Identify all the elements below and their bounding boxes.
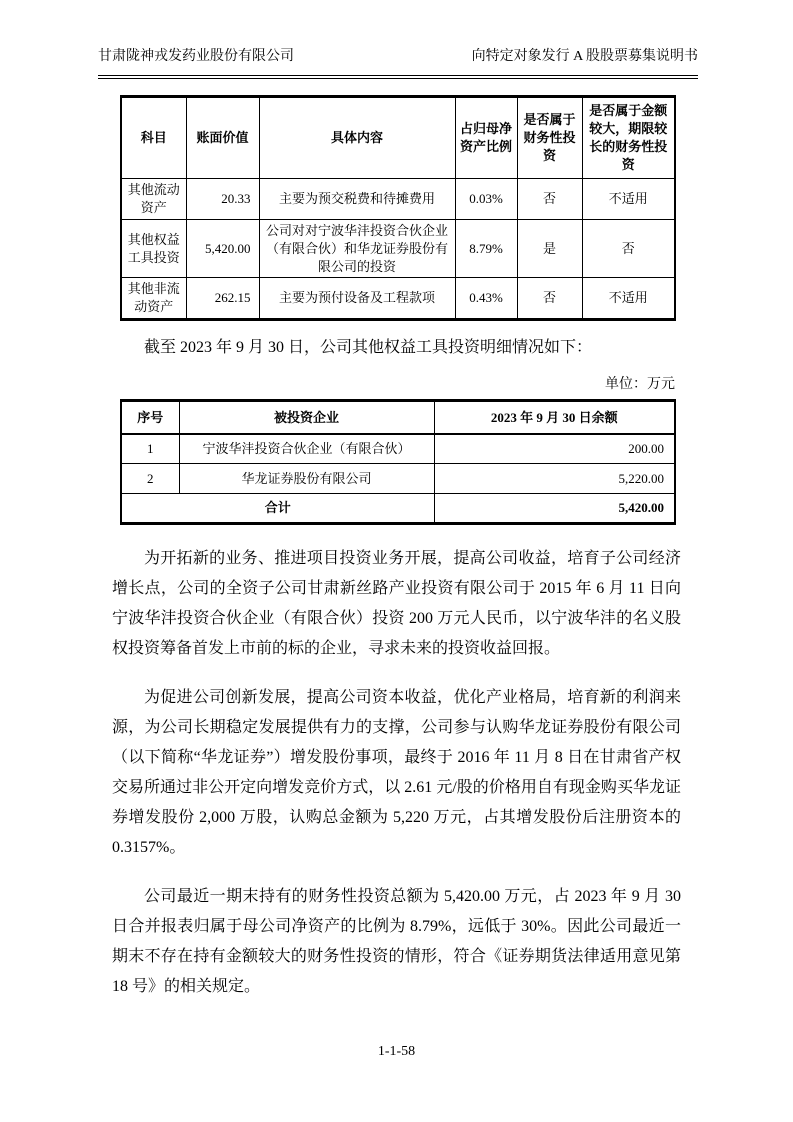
table-header-row <box>121 97 675 179</box>
th-index: 序号 <box>121 401 179 434</box>
cell-is-large-long-term: 否 <box>582 219 675 278</box>
th-balance: 2023 年 9 月 30 日余额 <box>434 401 675 434</box>
paragraph-ningbo-investment: 为开拓新的业务、推进项目投资业务开展，提高公司收益，培育子公司经济增长点，公司的全资子公司甘肃新丝路产业投资有限公司于 2015 年 6 月 11 日向宁波华沣投资合伙企业（有限合伙）投资 200 万元人民币，以宁波华沣的名义股权投资筹备首发上市前的标的企业，寻求未来的投资收益回报。 <box>112 550 681 658</box>
table-total-row <box>121 494 675 524</box>
th-investee: 被投资企业 <box>179 401 434 434</box>
page-number: 1-1-58 <box>377 1044 416 1059</box>
cell-is-large-long-term: 不适用 <box>582 278 675 320</box>
investee-detail-table <box>120 399 676 525</box>
paragraph-intro: 截至 2023 年 9 月 30 日，公司其他权益工具投资明细情况如下： <box>144 339 593 357</box>
cell-subject: 其他非流动资产 <box>121 278 186 320</box>
unit-label: 单位：万元 <box>605 377 675 393</box>
cell-ratio: 8.79% <box>455 219 517 278</box>
cell-content: 主要为预交税费和待摊费用 <box>259 178 455 219</box>
header-doc-title: 向特定对象发行 A 股股票募集说明书 <box>471 49 698 64</box>
cell-is-financial-investment: 否 <box>517 178 582 219</box>
cell-subject: 其他权益工具投资 <box>121 219 186 278</box>
table-row <box>121 278 675 320</box>
cell-book-value: 20.33 <box>186 178 259 219</box>
th-subject: 科目 <box>121 97 186 179</box>
cell-book-value: 5,420.00 <box>186 219 259 278</box>
cell-index: 1 <box>121 434 179 464</box>
financial-investment-table <box>120 95 676 321</box>
cell-is-large-long-term: 不适用 <box>582 178 675 219</box>
th-content: 具体内容 <box>259 97 455 179</box>
body-text-block <box>98 544 698 1002</box>
cell-balance: 200.00 <box>434 434 675 464</box>
cell-total-value: 5,420.00 <box>434 494 675 524</box>
table-header-row <box>121 401 675 434</box>
th-ratio: 占归母净资产比例 <box>455 97 517 179</box>
cell-subject: 其他流动资产 <box>121 178 186 219</box>
paragraph-conclusion: 公司最近一期末持有的财务性投资总额为 5,420.00 万元，占 2023 年 9 月 30 日合并报表归属于母公司净资产的比例为 8.79%，远低于 30%。因此公司最近一期末不存在持有金额较大的财务性投资的情形，符合《证券期货法律适用意见第 18 号》的相关规定。 <box>112 888 681 996</box>
cell-total-label: 合计 <box>121 494 434 524</box>
cell-balance: 5,220.00 <box>434 464 675 494</box>
cell-investee: 华龙证券股份有限公司 <box>179 464 434 494</box>
table-row <box>121 464 675 494</box>
cell-content: 主要为预付设备及工程款项 <box>259 278 455 320</box>
th-is-financial-investment: 是否属于财务性投资 <box>517 97 582 179</box>
page-header <box>98 48 698 79</box>
paragraph-hualong-investment: 为促进公司创新发展，提高公司资本收益，优化产业格局，培育新的利润来源，为公司长期稳定发展提供有力的支撑，公司参与认购华龙证券股份有限公司（以下简称“华龙证券”）增发股份事项，最终于 2016 年 11 月 8 日在甘肃省产权交易所通过非公开定向增发竞价方式，以 2.61 元/股的价格用自有现金购买华龙证券增发股份 2,000 万股，认购总金额为 5,220 万元，占其增发股份后注册资本的 0.3157%。 <box>112 689 681 857</box>
header-company-name: 甘肃陇神戎发药业股份有限公司 <box>98 49 294 64</box>
th-book-value: 账面价值 <box>186 97 259 179</box>
cell-content: 公司对对宁波华沣投资合伙企业（有限合伙）和华龙证券股份有限公司的投资 <box>259 219 455 278</box>
th-is-large-long-term: 是否属于金额较大，期限较长的财务性投资 <box>582 97 675 179</box>
table-row <box>121 219 675 278</box>
cell-ratio: 0.43% <box>455 278 517 320</box>
cell-ratio: 0.03% <box>455 178 517 219</box>
table-row <box>121 178 675 219</box>
cell-is-financial-investment: 否 <box>517 278 582 320</box>
cell-investee: 宁波华沣投资合伙企业（有限合伙） <box>179 434 434 464</box>
cell-index: 2 <box>121 464 179 494</box>
body-text-block <box>98 333 698 363</box>
cell-book-value: 262.15 <box>186 278 259 320</box>
table-row <box>121 434 675 464</box>
cell-is-financial-investment: 是 <box>517 219 582 278</box>
